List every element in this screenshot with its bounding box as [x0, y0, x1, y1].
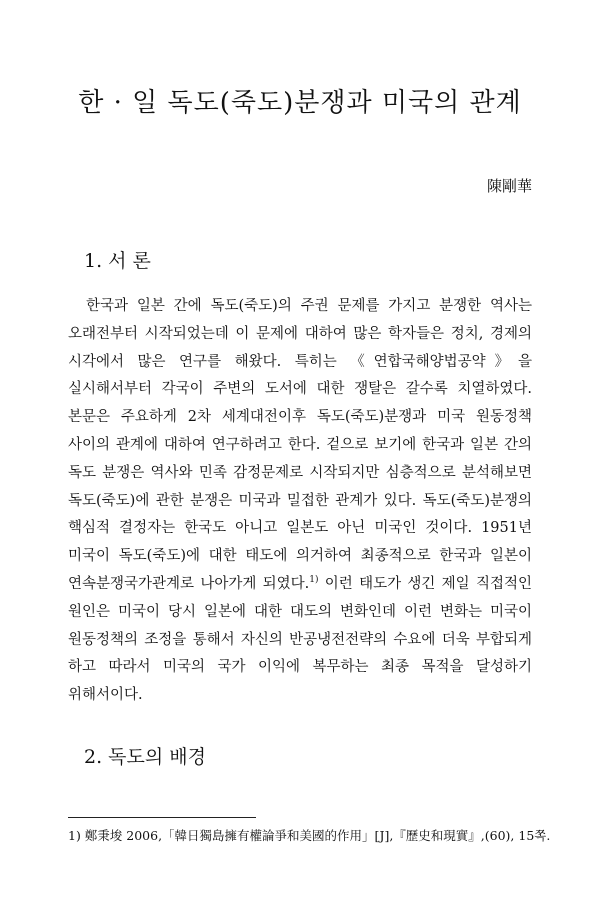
paper-title: 한 · 일 독도(죽도)분쟁과 미국의 관계 — [78, 88, 522, 118]
footnote-text: 1) 鄭秉埈 2006,「韓日獨島擁有權論爭和美國的作用」[J],『歷史和現實』,(60), 15쪽. — [68, 828, 551, 843]
paragraph-text-part-1: 한국과 일본 간에 독도(죽도)의 주권 문제를 가지고 분쟁한 역사는 오래전부터 시작되었는데 이 문제에 대하여 많은 학자들은 정치, 경제의 시각에서 많은 연구를 해왔다. 특히는 《연합국해양법공약》을 실시해서부터 각국이 주변의 도서에 대한 쟁탈은 갈수록 치열하였다. 본문은 주요하게 2차 세계대전이후 독도(죽도)분쟁과 미국 원동정책 사이의 관계에 대하여 연구하려고 한다. 겉으로 보기에 한국과 일본 간의 독도 분쟁은 역사와 민족 감정문제로 시작되지만 심층적으로 분석해보면 독도(죽도)에 관한 분쟁은 미국과 밀접한 관계가 있다. 독도(죽도)분쟁의 핵심적 결정자는 한국도 아니고 일본도 아닌 미국인 것이다. 1951년 미국이 독도(죽도)에 대한 태도에 의거하여 최종적으로 한국과 일본이 연속분쟁국가관계로 나아가게 되였다. — [68, 298, 532, 592]
paragraph-text-part-2: 이런 태도가 생긴 제일 직접적인 원인은 미국이 당시 일본에 대한 대도의 변화인데 이런 변화는 미국이 원동정책의 조정을 통해서 자신의 반공냉전전략의 수요에 더욱 부합되게 하고 따라서 미국의 국가 이익에 복무하는 최종 목적을 달성하기 위해서이다. — [68, 575, 532, 704]
footnote-reference[interactable]: 1) — [309, 574, 319, 585]
section-heading-background: 2. 독도의 배경 — [84, 746, 206, 768]
introduction-paragraph — [68, 293, 532, 710]
author-name: 陳剛華 — [486, 177, 532, 195]
footnote-divider — [68, 817, 256, 818]
section-heading-introduction: 1. 서 론 — [84, 250, 151, 272]
